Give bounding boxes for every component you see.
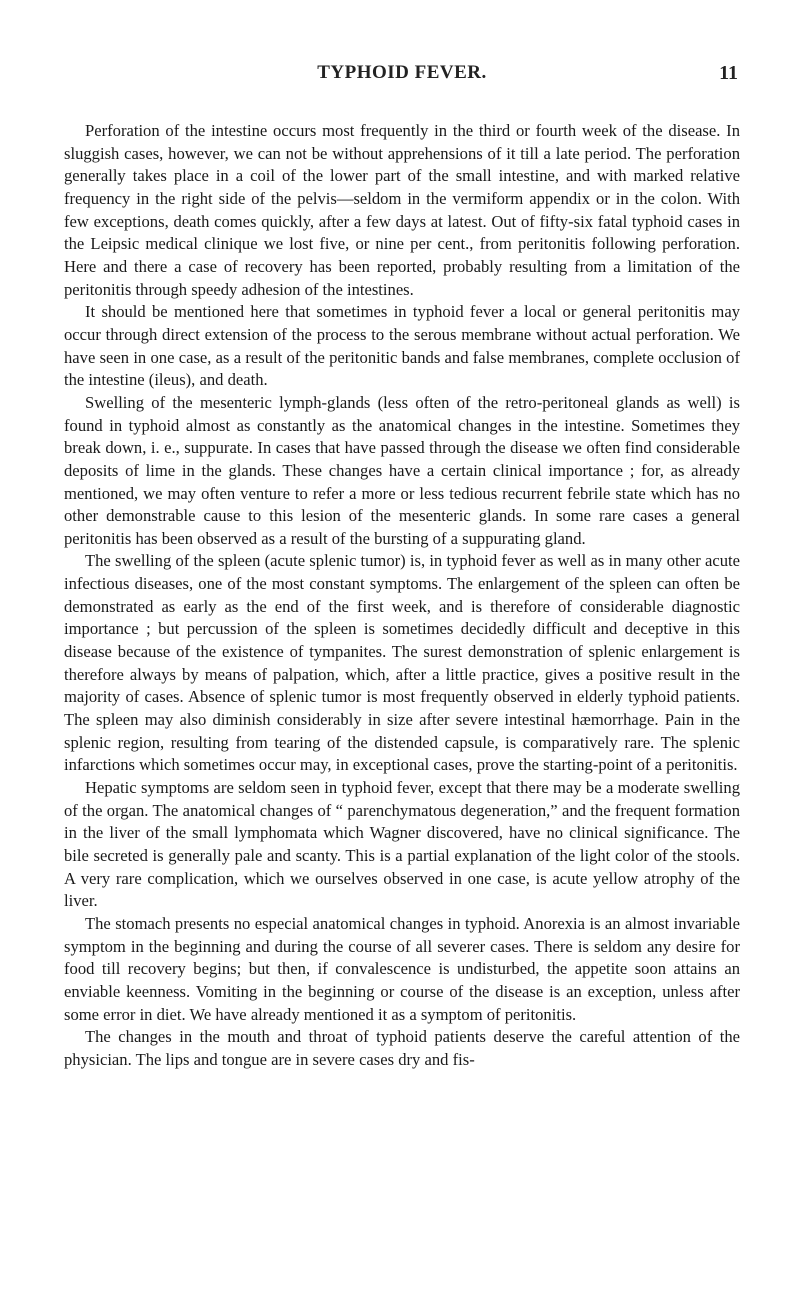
paragraph-hepatic: Hepatic symptoms are seldom seen in typhoid fever, except that there may be a moderate swelling of the organ. The anatomical changes of “ parenchymatous degeneration,” and the frequent formation in the liver of the small lymphomata which Wagner discovered, have no clinical significance. The bile secreted is generally pale and scanty. This is a partial explanation of the light color of the stools. A very rare complication, which we ourselves observed in one case, is acute yellow atrophy of the liver. [64,778,740,911]
running-header [64,62,740,92]
paragraph-peritonitis: It should be mentioned here that sometimes in typhoid fever a local or general peritonitis may occur through direct extension of the process to the serous membrane without actual perforation. We have seen in one case, as a result of the peritonitic bands and false membranes, complete occlusion of the intestine (ileus), and death. [64,302,740,390]
book-page [64,62,740,1072]
body-text [64,120,740,1072]
paragraph-spleen: The swelling of the spleen (acute splenic tumor) is, in typhoid fever as well as in many other acute infectious diseases, one of the most constant symptoms. The enlargement of the spleen can often be demonstrated as early as the end of the first week, and is therefore of considerable diagnostic importance ; but percussion of the spleen is sometimes decidedly difficult and deceptive in this disease because of the existence of tympanites. The surest demonstration of splenic enlargement is therefore always by means of palpation, which, after a little practice, gives a positive result in the majority of cases. Absence of splenic tumor is most frequently observed in elderly typhoid patients. The spleen may also diminish considerably in size after severe intestinal hæmorrhage. Pain in the splenic region, resulting from tearing of the distended capsule, is comparatively rare. The splenic infarctions which sometimes occur may, in exceptional cases, prove the starting-point of a peritonitis. [64,551,740,775]
paragraph-perforation: Perforation of the intestine occurs most frequently in the third or fourth week of the disease. In sluggish cases, however, we can not be without apprehensions of it till a late period. The perforation generally takes place in a coil of the lower part of the small intestine, and with marked relative frequency in the right side of the pelvis—seldom in the vermiform appendix or in the colon. With few exceptions, death comes quickly, after a few days at latest. Out of fifty-six fatal typhoid cases in the Leipsic medical clinique we lost five, or nine per cent., from peritonitis following perforation. Here and there a case of recovery has been reported, probably resulting from a limitation of the peritonitis through speedy adhesion of the intestines. [64,121,740,299]
page-number: 11 [719,62,738,84]
paragraph-mouth-throat: The changes in the mouth and throat of typhoid patients deserve the careful attention of the physician. The lips and tongue are in severe cases dry and fis- [64,1027,740,1069]
paragraph-mesenteric-glands: Swelling of the mesenteric lymph-glands (less often of the retro-peritoneal glands as well) is found in typhoid almost as constantly as the anatomical changes in the intestine. Sometimes they break down, i. e., suppurate. In cases that have passed through the disease we often find considerable deposits of lime in the glands. These changes have a certain clinical importance ; for, as already mentioned, we may often venture to refer a more or less tedious recurrent febrile state which has no other demonstrable cause to this lesion of the mesenteric glands. In some rare cases a general peritonitis has been observed as a result of the bursting of a suppurating gland. [64,392,740,548]
running-title: TYPHOID FEVER. [317,62,487,83]
paragraph-stomach: The stomach presents no especial anatomical changes in typhoid. Anorexia is an almost invariable symptom in the beginning and during the course of all severer cases. There is seldom any desire for food till recovery begins; but then, if convalescence is undisturbed, the appetite soon attains an enviable keenness. Vomiting in the beginning or course of the disease is an exception, unless after some error in diet. We have already mentioned it as a symptom of peritonitis. [64,913,740,1024]
